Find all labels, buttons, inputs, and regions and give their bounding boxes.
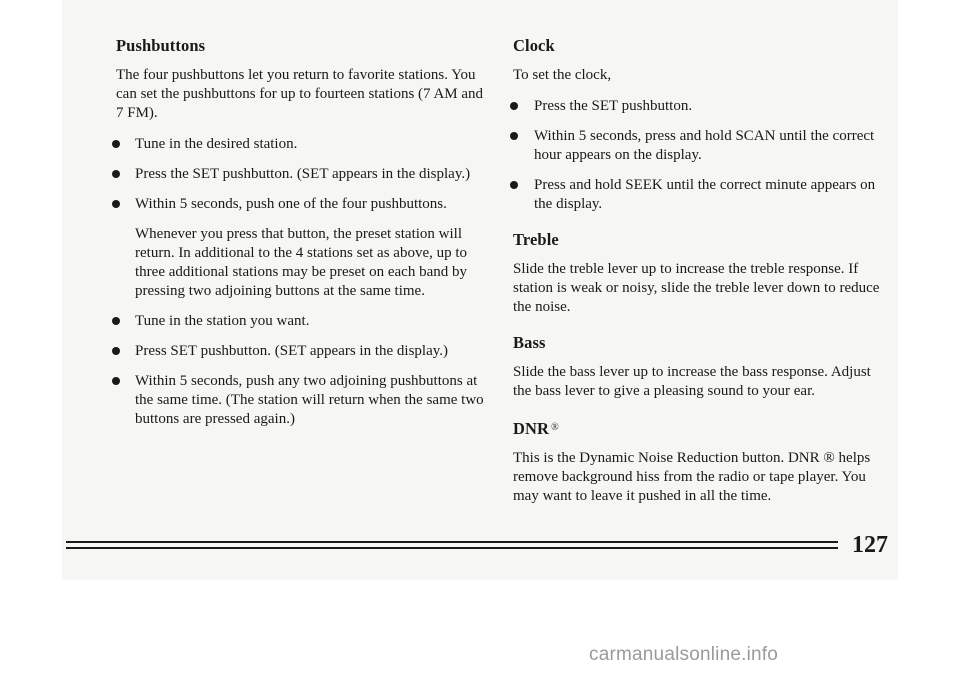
list-item: Press the SET pushbutton. (SET appears in the display.) [116, 165, 486, 184]
bass-heading: Bass [513, 333, 546, 352]
left-column [116, 36, 486, 440]
preset-note: Whenever you press that button, the preset station will return. In additional to the 4 stations set as above, up to three additional stations may be preset on each band by pressing two adjoining buttons at the same time. [135, 226, 468, 299]
list-item: Press SET pushbutton. (SET appears in the display.) [116, 342, 486, 361]
dnr-heading: DNR ® [513, 419, 559, 438]
rule-line-bottom [66, 547, 838, 549]
registered-mark: ® [551, 422, 559, 433]
treble-heading: Treble [513, 230, 559, 249]
bullet-icon [510, 132, 518, 140]
bullet-icon [112, 140, 120, 148]
list-item: Press the SET pushbutton. [513, 97, 883, 116]
bullet-icon [112, 200, 120, 208]
bullet-icon [112, 170, 120, 178]
right-column [513, 36, 883, 506]
clock-intro: To set the clock, [513, 67, 612, 83]
pushbuttons-heading: Pushbuttons [116, 36, 206, 55]
dnr-text: This is the Dynamic Noise Reduction button. DNR ® helps remove background hiss from the radio or tape player. You may want to leave it pushed in all the time. [513, 450, 871, 504]
list-item: Within 5 seconds, push one of the four pushbuttons. [116, 195, 486, 214]
list-item: Tune in the station you want. [116, 312, 486, 331]
page-number: 127 [852, 532, 888, 558]
list-item: Press and hold SEEK until the correct minute appears on the display. [513, 176, 883, 214]
bullet-icon [510, 102, 518, 110]
list-item: Tune in the desired station. [116, 135, 486, 154]
treble-text: Slide the treble lever up to increase the treble response. If station is weak or noisy, slide the treble lever down to reduce the noise. [513, 261, 880, 315]
pushbuttons-intro: The four pushbuttons let you return to favorite stations. You can set the pushbuttons for up to fourteen stations (7 AM and 7 FM). [116, 67, 484, 121]
bullet-icon [112, 347, 120, 355]
rule-line-top [66, 541, 838, 543]
bullet-icon [510, 181, 518, 189]
bullet-icon [112, 377, 120, 385]
bullet-icon [112, 317, 120, 325]
list-item: Within 5 seconds, push any two adjoining pushbuttons at the same time. (The station will return when the same two buttons are pressed again.) [116, 372, 486, 429]
footer-rule [66, 538, 838, 554]
clock-heading: Clock [513, 36, 555, 55]
list-item: Within 5 seconds, press and hold SCAN until the correct hour appears on the display. [513, 127, 883, 165]
watermark: carmanualsonline.info [589, 644, 779, 665]
bass-text: Slide the bass lever up to increase the bass response. Adjust the bass lever to give a pleasing sound to your ear. [513, 364, 871, 399]
